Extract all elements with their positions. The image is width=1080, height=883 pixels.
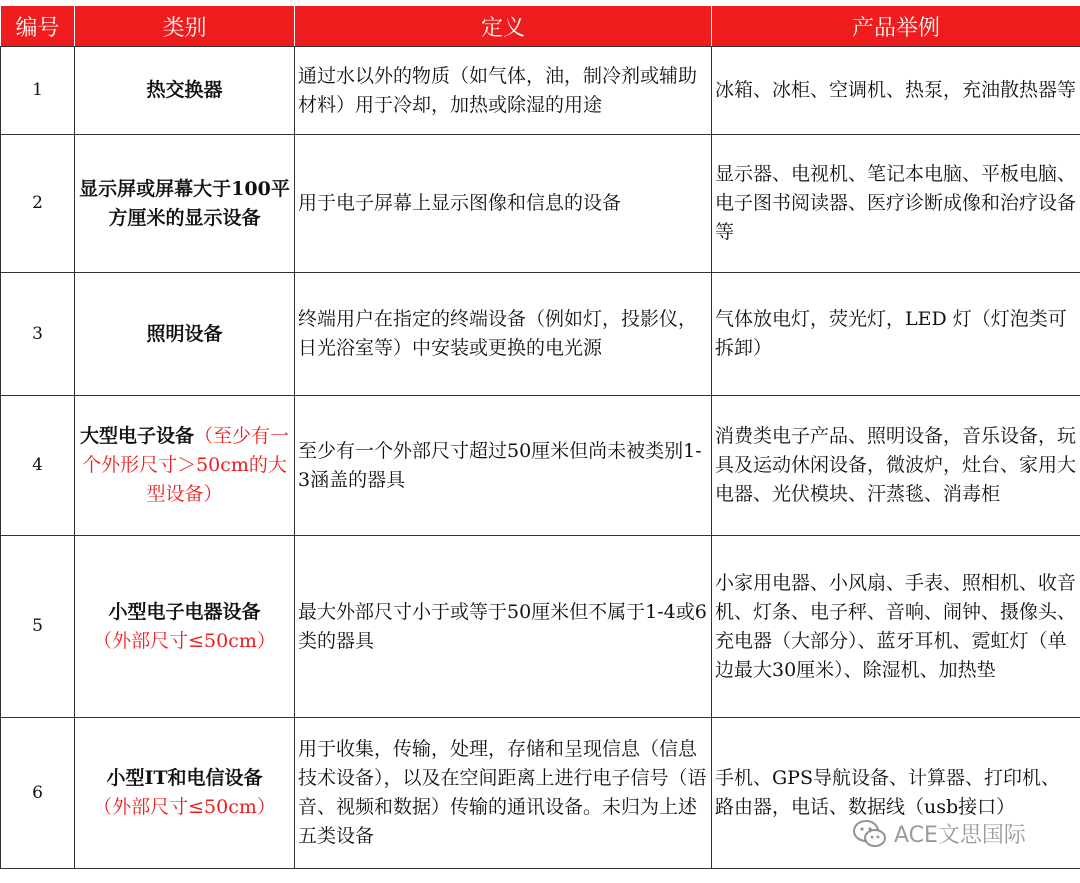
row-examples: 气体放电灯，荧光灯，LED 灯（灯泡类可拆卸） xyxy=(712,273,1080,396)
row-number: 5 xyxy=(1,536,75,718)
category-size-note: （至少有一个外形尺寸＞50cm的大型设备） xyxy=(82,425,290,505)
watermark xyxy=(852,818,1026,849)
row-category xyxy=(75,718,295,869)
row-examples: 小家用电器、小风扇、手表、照相机、收音机、灯条、电子秤、音响、闹钟、摄像头、充电器（大部分）、蓝牙耳机、霓虹灯（单边最大30厘米）、除湿机、加热垫 xyxy=(712,536,1080,718)
row-number: 4 xyxy=(1,396,75,536)
row-definition: 最大外部尺寸小于或等于50厘米但不属于1-4或6类的器具 xyxy=(295,536,712,718)
row-examples: 显示器、电视机、笔记本电脑、平板电脑、电子图书阅读器、医疗诊断成像和治疗设备等 xyxy=(712,135,1080,273)
row-number: 3 xyxy=(1,273,75,396)
weee-category-table xyxy=(0,5,1080,869)
row-number: 6 xyxy=(1,718,75,869)
category-name: 显示屏或屏幕大于100平方厘米的显示设备 xyxy=(79,177,290,229)
header-examples: 产品举例 xyxy=(712,6,1080,47)
wechat-icon xyxy=(852,819,888,849)
row-definition: 用于电子屏幕上显示图像和信息的设备 xyxy=(295,135,712,273)
table-row xyxy=(1,135,1080,273)
table-row xyxy=(1,47,1080,135)
row-number: 2 xyxy=(1,135,75,273)
table-row xyxy=(1,396,1080,536)
row-category xyxy=(75,396,295,536)
table-row xyxy=(1,273,1080,396)
row-definition: 用于收集，传输，处理，存储和呈现信息（信息技术设备），以及在空间距离上进行电子信号（语音、视频和数据）传输的通讯设备。未归为上述五类设备 xyxy=(295,718,712,869)
row-definition: 通过水以外的物质（如气体，油，制冷剂或辅助材料）用于冷却，加热或除湿的用途 xyxy=(295,47,712,135)
category-size-note: （外部尺寸≤50cm） xyxy=(93,629,276,652)
row-category xyxy=(75,273,295,396)
category-name: 照明设备 xyxy=(146,322,223,345)
row-examples: 冰箱、冰柜、空调机、热泵，充油散热器等 xyxy=(712,47,1080,135)
row-examples: 消费类电子产品、照明设备，音乐设备，玩具及运动休闲设备，微波炉，灶台、家用大电器、光伏模块、汗蒸毯、消毒柜 xyxy=(712,396,1080,536)
row-examples: 手机、GPS导航设备、计算器、打印机、路由器，电话、数据线（usb接口） xyxy=(712,718,1080,869)
header-definition: 定义 xyxy=(295,6,712,47)
row-category xyxy=(75,135,295,273)
category-size-note: （外部尺寸≤50cm） xyxy=(93,796,276,818)
category-name: 热交换器 xyxy=(146,79,223,101)
table-row xyxy=(1,536,1080,718)
row-definition: 至少有一个外部尺寸超过50厘米但尚未被类别1-3涵盖的器具 xyxy=(295,396,712,536)
header-row xyxy=(1,6,1080,47)
row-number: 1 xyxy=(1,47,75,135)
category-name: 小型IT和电信设备 xyxy=(106,767,263,789)
category-name: 大型电子设备 xyxy=(79,425,194,447)
row-definition: 终端用户在指定的终端设备（例如灯，投影仪，日光浴室等）中安装或更换的电光源 xyxy=(295,273,712,396)
category-name: 小型电子电器设备 xyxy=(108,600,261,623)
row-category xyxy=(75,47,295,135)
header-number: 编号 xyxy=(1,6,75,47)
header-category: 类别 xyxy=(75,6,295,47)
watermark-text: ACE文思国际 xyxy=(894,823,1026,848)
row-category xyxy=(75,536,295,718)
